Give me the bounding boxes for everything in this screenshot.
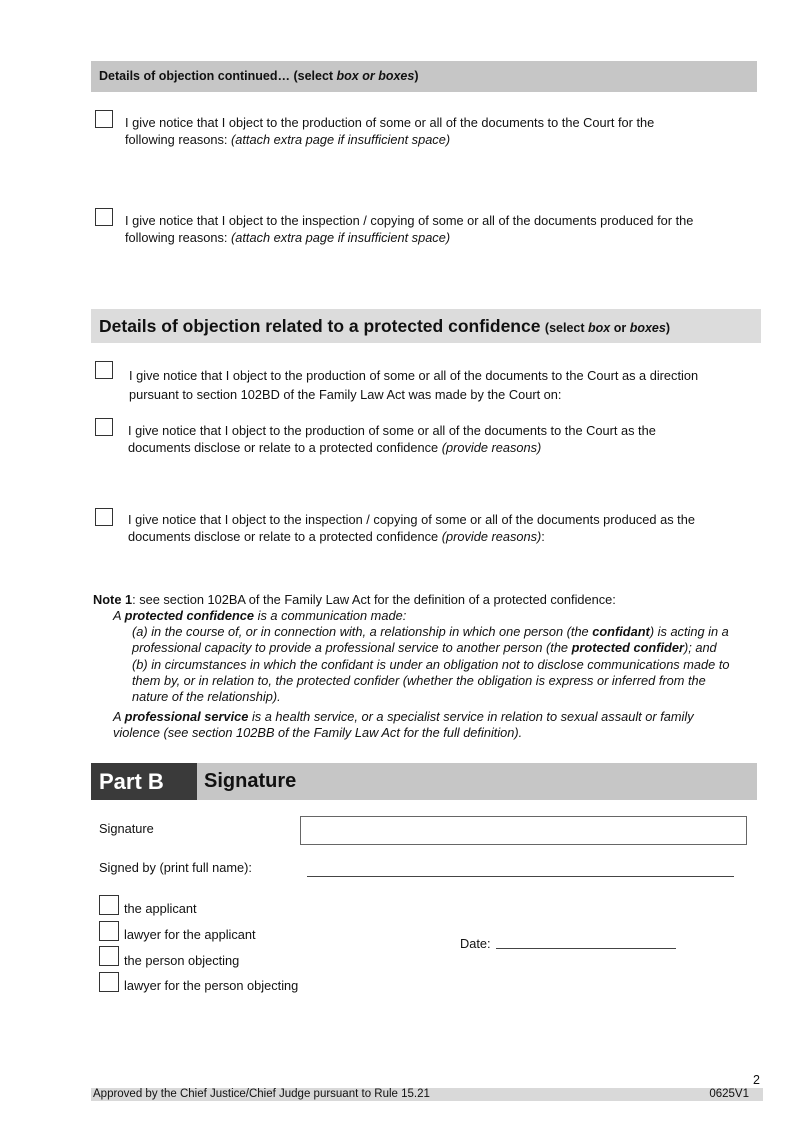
objection-production-note: (attach extra page if insufficient space) [231,132,451,147]
checkbox-lawyer-person-objecting[interactable] [99,972,119,992]
section-title-italic: box or boxes [336,69,415,83]
form-code: 0625V1 [709,1088,749,1100]
pc-production-text [128,422,768,456]
protected-confidence-def: A protected confidence is a communication made: [113,608,407,623]
pc-production-line1: I give notice that I object to the production of some or all of the documents to the Court as the [128,423,656,438]
professional-service-def: A professional service is a health service, or a specialist service in relation to sexual assault or family violence (see section 102BB of the Family Law Act for the full definition). [113,709,694,740]
signature-field[interactable] [300,816,747,845]
footer-bar [91,1088,763,1101]
pc-production-note: (provide reasons) [441,440,542,455]
definition-b: (b) in circumstances in which the confidant is under an obligation not to disclose communications made to them by, or in relation to, the protected confider (whether the obligation is express or inferred from the nature of the relationship). [132,657,730,704]
objection-inspection-text [125,212,765,246]
checkbox-applicant[interactable] [99,895,119,915]
definition-a: (a) in the course of, or in connection with, a relationship in which one person (the confidant) is acting in a professional capacity to provide a professional service to another person (the protected confider); and [132,624,729,655]
signed-by-name-line[interactable] [307,876,734,877]
date-line[interactable] [496,948,676,949]
option-lawyer-applicant: lawyer for the applicant [124,927,256,942]
checkbox-pc-production[interactable] [95,418,113,436]
pc-inspection-line2: documents disclose or relate to a protected confidence [128,529,442,544]
partb-title: Signature [204,770,297,792]
objection-production-line2: following reasons: [125,132,231,147]
partb-label: Part B [91,763,197,800]
pc-direction-line1: I give notice that I object to the production of some or all of the documents to the Court as a direction [129,368,699,383]
pc-direction-line2: pursuant to section 102BD of the Family Law Act was made by the Court on: [129,387,562,402]
section2-select-hint: (select box or boxes) [544,321,671,335]
pc-inspection-line1: I give notice that I object to the inspection / copying of some or all of the documents produced as the [128,512,695,527]
footer-approval: Approved by the Chief Justice/Chief Judge pursuant to Rule 15.21 [93,1088,430,1100]
checkbox-object-inspection[interactable] [95,208,113,226]
pc-production-line2: documents disclose or relate to a protected confidence [128,440,442,455]
section2-title: Details of objection related to a protected confidence [99,316,541,336]
checkbox-person-objecting[interactable] [99,946,119,966]
checkbox-lawyer-applicant[interactable] [99,921,119,941]
signed-by-label: Signed by (print full name): [99,860,252,875]
signature-label: Signature [99,821,154,836]
section-header-protected-confidence [91,309,761,343]
pc-inspection-note: (provide reasons) [441,529,542,544]
checkbox-object-production[interactable] [95,110,113,128]
date-label: Date: [460,936,491,951]
objection-inspection-note: (attach extra page if insufficient space) [231,230,451,245]
objection-inspection-line1: I give notice that I object to the inspection / copying of some or all of the documents produced for the [125,213,694,228]
checkbox-pc-inspection[interactable] [95,508,113,526]
section-title-suffix: ) [414,69,419,83]
note-1-intro: Note 1: see section 102BA of the Family Law Act for the definition of a protected confidence: [93,592,616,607]
section-title: Details of objection continued… (select [99,69,337,83]
objection-production-text [125,114,745,148]
note-1 [93,592,773,741]
option-person-objecting: the person objecting [124,953,240,968]
checkbox-pc-direction[interactable] [95,361,113,379]
option-applicant: the applicant [124,901,197,916]
page-number: 2 [753,1073,760,1087]
option-lawyer-person-objecting: lawyer for the person objecting [124,978,299,993]
objection-inspection-line2: following reasons: [125,230,231,245]
pc-inspection-text [128,511,768,545]
pc-inspection-colon: : [541,529,545,544]
objection-production-line1: I give notice that I object to the production of some or all of the documents to the Court for the [125,115,655,130]
section-header-objection-continued [91,61,757,92]
pc-direction-text [129,366,769,404]
